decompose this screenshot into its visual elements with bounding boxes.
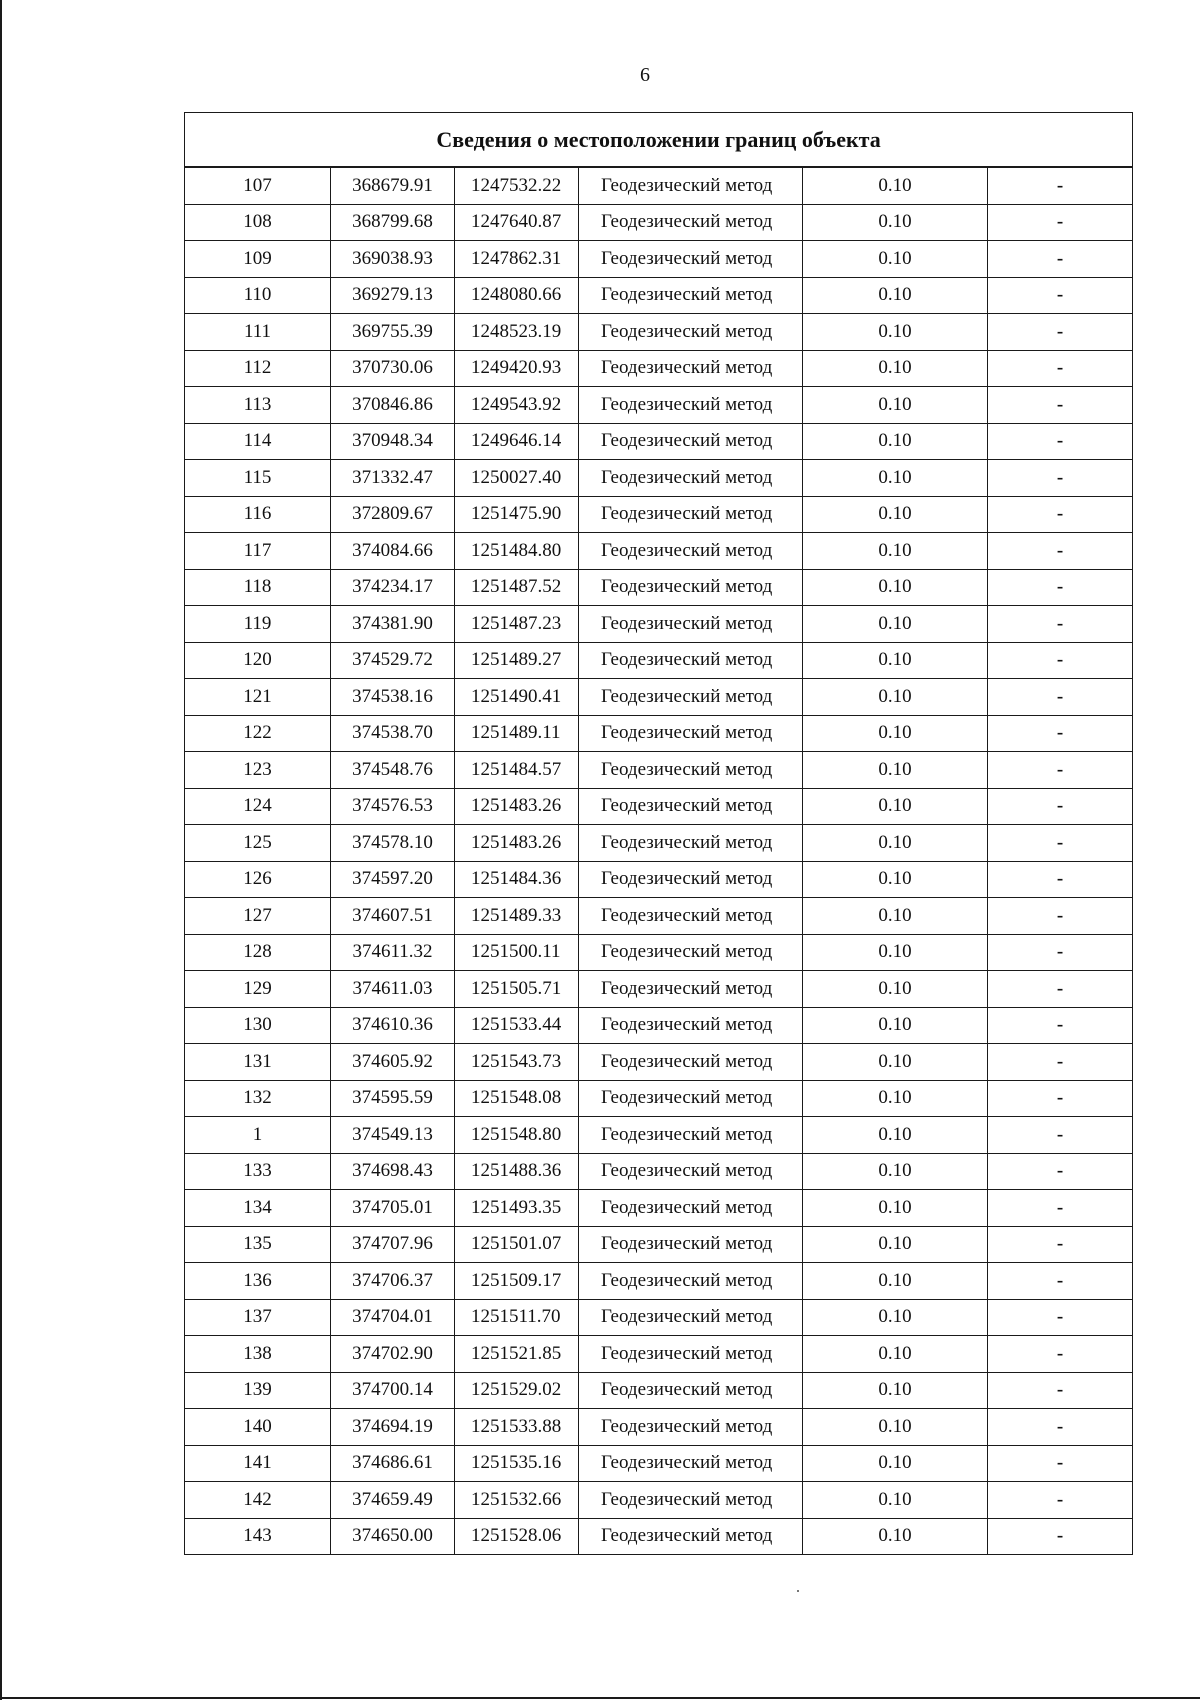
table-row [185, 1299, 1133, 1336]
point-number-cell: 119 [185, 606, 331, 643]
note-cell: - [988, 971, 1133, 1008]
accuracy-cell: 0.10 [803, 1263, 988, 1300]
point-number-cell: 118 [185, 569, 331, 606]
accuracy-cell: 0.10 [803, 934, 988, 971]
note-cell: - [988, 788, 1133, 825]
x-coordinate-cell: 374611.32 [331, 934, 455, 971]
note-cell: - [988, 861, 1133, 898]
point-number-cell: 108 [185, 204, 331, 241]
table-row [185, 1080, 1133, 1117]
note-cell: - [988, 533, 1133, 570]
note-cell: - [988, 277, 1133, 314]
point-number-cell: 114 [185, 423, 331, 460]
note-cell: - [988, 934, 1133, 971]
accuracy-cell: 0.10 [803, 788, 988, 825]
accuracy-cell: 0.10 [803, 1190, 988, 1227]
method-cell: Геодезический метод [579, 1080, 803, 1117]
y-coordinate-cell: 1248523.19 [455, 314, 579, 351]
y-coordinate-cell: 1251500.11 [455, 934, 579, 971]
method-cell: Геодезический метод [579, 1117, 803, 1154]
accuracy-cell: 0.10 [803, 204, 988, 241]
point-number-cell: 142 [185, 1482, 331, 1519]
accuracy-cell: 0.10 [803, 350, 988, 387]
note-cell: - [988, 1336, 1133, 1373]
x-coordinate-cell: 374704.01 [331, 1299, 455, 1336]
note-cell: - [988, 1518, 1133, 1555]
point-number-cell: 115 [185, 460, 331, 497]
table-row [185, 350, 1133, 387]
accuracy-cell: 0.10 [803, 825, 988, 862]
table-row [185, 1117, 1133, 1154]
table-body [185, 167, 1133, 1555]
method-cell: Геодезический метод [579, 971, 803, 1008]
method-cell: Геодезический метод [579, 496, 803, 533]
y-coordinate-cell: 1251484.57 [455, 752, 579, 789]
x-coordinate-cell: 374084.66 [331, 533, 455, 570]
table-row [185, 204, 1133, 241]
x-coordinate-cell: 374694.19 [331, 1409, 455, 1446]
note-cell: - [988, 204, 1133, 241]
note-cell: - [988, 606, 1133, 643]
y-coordinate-cell: 1251521.85 [455, 1336, 579, 1373]
accuracy-cell: 0.10 [803, 1336, 988, 1373]
y-coordinate-cell: 1251505.71 [455, 971, 579, 1008]
point-number-cell: 123 [185, 752, 331, 789]
point-number-cell: 116 [185, 496, 331, 533]
point-number-cell: 134 [185, 1190, 331, 1227]
point-number-cell: 133 [185, 1153, 331, 1190]
x-coordinate-cell: 374686.61 [331, 1445, 455, 1482]
accuracy-cell: 0.10 [803, 533, 988, 570]
method-cell: Геодезический метод [579, 423, 803, 460]
accuracy-cell: 0.10 [803, 679, 988, 716]
method-cell: Геодезический метод [579, 788, 803, 825]
table-row [185, 788, 1133, 825]
point-number-cell: 120 [185, 642, 331, 679]
method-cell: Геодезический метод [579, 1445, 803, 1482]
table-row [185, 423, 1133, 460]
y-coordinate-cell: 1251548.08 [455, 1080, 579, 1117]
method-cell: Геодезический метод [579, 1482, 803, 1519]
x-coordinate-cell: 374705.01 [331, 1190, 455, 1227]
x-coordinate-cell: 374529.72 [331, 642, 455, 679]
method-cell: Геодезический метод [579, 1518, 803, 1555]
note-cell: - [988, 642, 1133, 679]
table-row [185, 1482, 1133, 1519]
point-number-cell: 112 [185, 350, 331, 387]
point-number-cell: 137 [185, 1299, 331, 1336]
accuracy-cell: 0.10 [803, 1372, 988, 1409]
x-coordinate-cell: 374234.17 [331, 569, 455, 606]
method-cell: Геодезический метод [579, 314, 803, 351]
method-cell: Геодезический метод [579, 1044, 803, 1081]
note-cell: - [988, 460, 1133, 497]
note-cell: - [988, 1263, 1133, 1300]
accuracy-cell: 0.10 [803, 606, 988, 643]
table-row [185, 606, 1133, 643]
note-cell: - [988, 715, 1133, 752]
accuracy-cell: 0.10 [803, 1299, 988, 1336]
note-cell: - [988, 1482, 1133, 1519]
point-number-cell: 136 [185, 1263, 331, 1300]
accuracy-cell: 0.10 [803, 314, 988, 351]
note-cell: - [988, 314, 1133, 351]
method-cell: Геодезический метод [579, 934, 803, 971]
table-row [185, 1190, 1133, 1227]
accuracy-cell: 0.10 [803, 423, 988, 460]
method-cell: Геодезический метод [579, 861, 803, 898]
accuracy-cell: 0.10 [803, 1226, 988, 1263]
note-cell: - [988, 1080, 1133, 1117]
accuracy-cell: 0.10 [803, 1117, 988, 1154]
method-cell: Геодезический метод [579, 1007, 803, 1044]
point-number-cell: 140 [185, 1409, 331, 1446]
table-row [185, 1226, 1133, 1263]
note-cell: - [988, 1299, 1133, 1336]
x-coordinate-cell: 374595.59 [331, 1080, 455, 1117]
x-coordinate-cell: 374538.70 [331, 715, 455, 752]
method-cell: Геодезический метод [579, 533, 803, 570]
x-coordinate-cell: 370846.86 [331, 387, 455, 424]
table-row [185, 1518, 1133, 1555]
table-row [185, 314, 1133, 351]
method-cell: Геодезический метод [579, 715, 803, 752]
x-coordinate-cell: 369038.93 [331, 241, 455, 278]
note-cell: - [988, 1044, 1133, 1081]
method-cell: Геодезический метод [579, 1226, 803, 1263]
x-coordinate-cell: 374576.53 [331, 788, 455, 825]
y-coordinate-cell: 1251548.80 [455, 1117, 579, 1154]
accuracy-cell: 0.10 [803, 861, 988, 898]
note-cell: - [988, 1117, 1133, 1154]
note-cell: - [988, 1190, 1133, 1227]
point-number-cell: 121 [185, 679, 331, 716]
point-number-cell: 132 [185, 1080, 331, 1117]
y-coordinate-cell: 1251488.36 [455, 1153, 579, 1190]
note-cell: - [988, 350, 1133, 387]
table-row [185, 642, 1133, 679]
accuracy-cell: 0.10 [803, 1482, 988, 1519]
table-row [185, 496, 1133, 533]
x-coordinate-cell: 374707.96 [331, 1226, 455, 1263]
method-cell: Геодезический метод [579, 1263, 803, 1300]
method-cell: Геодезический метод [579, 606, 803, 643]
note-cell: - [988, 1007, 1133, 1044]
accuracy-cell: 0.10 [803, 496, 988, 533]
table-row [185, 861, 1133, 898]
table-row [185, 387, 1133, 424]
x-coordinate-cell: 374698.43 [331, 1153, 455, 1190]
y-coordinate-cell: 1251533.44 [455, 1007, 579, 1044]
x-coordinate-cell: 374607.51 [331, 898, 455, 935]
accuracy-cell: 0.10 [803, 898, 988, 935]
y-coordinate-cell: 1251483.26 [455, 825, 579, 862]
table-row [185, 1409, 1133, 1446]
x-coordinate-cell: 374611.03 [331, 971, 455, 1008]
point-number-cell: 113 [185, 387, 331, 424]
y-coordinate-cell: 1251489.11 [455, 715, 579, 752]
note-cell: - [988, 569, 1133, 606]
method-cell: Геодезический метод [579, 825, 803, 862]
accuracy-cell: 0.10 [803, 387, 988, 424]
y-coordinate-cell: 1251475.90 [455, 496, 579, 533]
table-row [185, 1044, 1133, 1081]
y-coordinate-cell: 1251493.35 [455, 1190, 579, 1227]
y-coordinate-cell: 1251487.52 [455, 569, 579, 606]
point-number-cell: 129 [185, 971, 331, 1008]
table-title-row [185, 113, 1133, 168]
accuracy-cell: 0.10 [803, 241, 988, 278]
y-coordinate-cell: 1251484.80 [455, 533, 579, 570]
x-coordinate-cell: 374538.16 [331, 679, 455, 716]
point-number-cell: 109 [185, 241, 331, 278]
point-number-cell: 130 [185, 1007, 331, 1044]
method-cell: Геодезический метод [579, 204, 803, 241]
method-cell: Геодезический метод [579, 642, 803, 679]
point-number-cell: 124 [185, 788, 331, 825]
note-cell: - [988, 679, 1133, 716]
method-cell: Геодезический метод [579, 1336, 803, 1373]
accuracy-cell: 0.10 [803, 460, 988, 497]
y-coordinate-cell: 1251535.16 [455, 1445, 579, 1482]
x-coordinate-cell: 372809.67 [331, 496, 455, 533]
y-coordinate-cell: 1250027.40 [455, 460, 579, 497]
method-cell: Геодезический метод [579, 167, 803, 204]
x-coordinate-cell: 374702.90 [331, 1336, 455, 1373]
method-cell: Геодезический метод [579, 1190, 803, 1227]
x-coordinate-cell: 371332.47 [331, 460, 455, 497]
table-row [185, 1263, 1133, 1300]
note-cell: - [988, 1409, 1133, 1446]
table-row [185, 1153, 1133, 1190]
method-cell: Геодезический метод [579, 1409, 803, 1446]
y-coordinate-cell: 1247532.22 [455, 167, 579, 204]
x-coordinate-cell: 374578.10 [331, 825, 455, 862]
point-number-cell: 127 [185, 898, 331, 935]
note-cell: - [988, 898, 1133, 935]
table-row [185, 715, 1133, 752]
point-number-cell: 135 [185, 1226, 331, 1263]
accuracy-cell: 0.10 [803, 1044, 988, 1081]
y-coordinate-cell: 1248080.66 [455, 277, 579, 314]
point-number-cell: 128 [185, 934, 331, 971]
note-cell: - [988, 1226, 1133, 1263]
accuracy-cell: 0.10 [803, 642, 988, 679]
accuracy-cell: 0.10 [803, 1518, 988, 1555]
x-coordinate-cell: 374605.92 [331, 1044, 455, 1081]
point-number-cell: 117 [185, 533, 331, 570]
point-number-cell: 141 [185, 1445, 331, 1482]
x-coordinate-cell: 368679.91 [331, 167, 455, 204]
y-coordinate-cell: 1251489.33 [455, 898, 579, 935]
method-cell: Геодезический метод [579, 752, 803, 789]
note-cell: - [988, 1445, 1133, 1482]
note-cell: - [988, 241, 1133, 278]
x-coordinate-cell: 374549.13 [331, 1117, 455, 1154]
y-coordinate-cell: 1251487.23 [455, 606, 579, 643]
y-coordinate-cell: 1251489.27 [455, 642, 579, 679]
y-coordinate-cell: 1251528.06 [455, 1518, 579, 1555]
x-coordinate-cell: 368799.68 [331, 204, 455, 241]
accuracy-cell: 0.10 [803, 752, 988, 789]
y-coordinate-cell: 1251533.88 [455, 1409, 579, 1446]
note-cell: - [988, 387, 1133, 424]
note-cell: - [988, 496, 1133, 533]
table-row [185, 277, 1133, 314]
table-row [185, 679, 1133, 716]
note-cell: - [988, 1153, 1133, 1190]
point-number-cell: 1 [185, 1117, 331, 1154]
page-number: 6 [640, 64, 650, 86]
table-row [185, 1445, 1133, 1482]
y-coordinate-cell: 1251484.36 [455, 861, 579, 898]
note-cell: - [988, 167, 1133, 204]
x-coordinate-cell: 374548.76 [331, 752, 455, 789]
y-coordinate-cell: 1251501.07 [455, 1226, 579, 1263]
point-number-cell: 131 [185, 1044, 331, 1081]
table-row [185, 752, 1133, 789]
x-coordinate-cell: 374700.14 [331, 1372, 455, 1409]
accuracy-cell: 0.10 [803, 569, 988, 606]
accuracy-cell: 0.10 [803, 1153, 988, 1190]
scan-speck [797, 1590, 799, 1592]
method-cell: Геодезический метод [579, 460, 803, 497]
table-row [185, 167, 1133, 204]
note-cell: - [988, 825, 1133, 862]
y-coordinate-cell: 1251483.26 [455, 788, 579, 825]
method-cell: Геодезический метод [579, 241, 803, 278]
x-coordinate-cell: 374650.00 [331, 1518, 455, 1555]
method-cell: Геодезический метод [579, 1153, 803, 1190]
point-number-cell: 110 [185, 277, 331, 314]
accuracy-cell: 0.10 [803, 1409, 988, 1446]
method-cell: Геодезический метод [579, 277, 803, 314]
accuracy-cell: 0.10 [803, 277, 988, 314]
scan-edge-bottom [0, 1697, 1200, 1699]
point-number-cell: 139 [185, 1372, 331, 1409]
table-row [185, 460, 1133, 497]
accuracy-cell: 0.10 [803, 971, 988, 1008]
method-cell: Геодезический метод [579, 350, 803, 387]
y-coordinate-cell: 1251543.73 [455, 1044, 579, 1081]
point-number-cell: 122 [185, 715, 331, 752]
x-coordinate-cell: 374597.20 [331, 861, 455, 898]
y-coordinate-cell: 1251511.70 [455, 1299, 579, 1336]
method-cell: Геодезический метод [579, 569, 803, 606]
table-row [185, 825, 1133, 862]
table-row [185, 569, 1133, 606]
x-coordinate-cell: 374706.37 [331, 1263, 455, 1300]
y-coordinate-cell: 1251529.02 [455, 1372, 579, 1409]
y-coordinate-cell: 1251509.17 [455, 1263, 579, 1300]
method-cell: Геодезический метод [579, 387, 803, 424]
accuracy-cell: 0.10 [803, 1080, 988, 1117]
table-row [185, 1007, 1133, 1044]
accuracy-cell: 0.10 [803, 715, 988, 752]
point-number-cell: 138 [185, 1336, 331, 1373]
accuracy-cell: 0.10 [803, 167, 988, 204]
table-row [185, 971, 1133, 1008]
x-coordinate-cell: 374610.36 [331, 1007, 455, 1044]
x-coordinate-cell: 370948.34 [331, 423, 455, 460]
note-cell: - [988, 423, 1133, 460]
table-row [185, 934, 1133, 971]
accuracy-cell: 0.10 [803, 1007, 988, 1044]
point-number-cell: 125 [185, 825, 331, 862]
table-row [185, 241, 1133, 278]
table-row [185, 1336, 1133, 1373]
y-coordinate-cell: 1249543.92 [455, 387, 579, 424]
x-coordinate-cell: 370730.06 [331, 350, 455, 387]
table-title: Сведения о местоположении границ объекта [185, 113, 1133, 168]
accuracy-cell: 0.10 [803, 1445, 988, 1482]
x-coordinate-cell: 374381.90 [331, 606, 455, 643]
x-coordinate-cell: 369755.39 [331, 314, 455, 351]
method-cell: Геодезический метод [579, 679, 803, 716]
y-coordinate-cell: 1247640.87 [455, 204, 579, 241]
x-coordinate-cell: 374659.49 [331, 1482, 455, 1519]
note-cell: - [988, 1372, 1133, 1409]
point-number-cell: 107 [185, 167, 331, 204]
table-row [185, 533, 1133, 570]
point-number-cell: 111 [185, 314, 331, 351]
method-cell: Геодезический метод [579, 898, 803, 935]
method-cell: Геодезический метод [579, 1299, 803, 1336]
point-number-cell: 126 [185, 861, 331, 898]
point-number-cell: 143 [185, 1518, 331, 1555]
scan-edge-left [0, 0, 2, 1700]
table-row [185, 1372, 1133, 1409]
table-row [185, 898, 1133, 935]
y-coordinate-cell: 1251532.66 [455, 1482, 579, 1519]
y-coordinate-cell: 1249646.14 [455, 423, 579, 460]
y-coordinate-cell: 1249420.93 [455, 350, 579, 387]
y-coordinate-cell: 1251490.41 [455, 679, 579, 716]
x-coordinate-cell: 369279.13 [331, 277, 455, 314]
method-cell: Геодезический метод [579, 1372, 803, 1409]
boundary-coordinates-table [184, 112, 1133, 1555]
note-cell: - [988, 752, 1133, 789]
y-coordinate-cell: 1247862.31 [455, 241, 579, 278]
